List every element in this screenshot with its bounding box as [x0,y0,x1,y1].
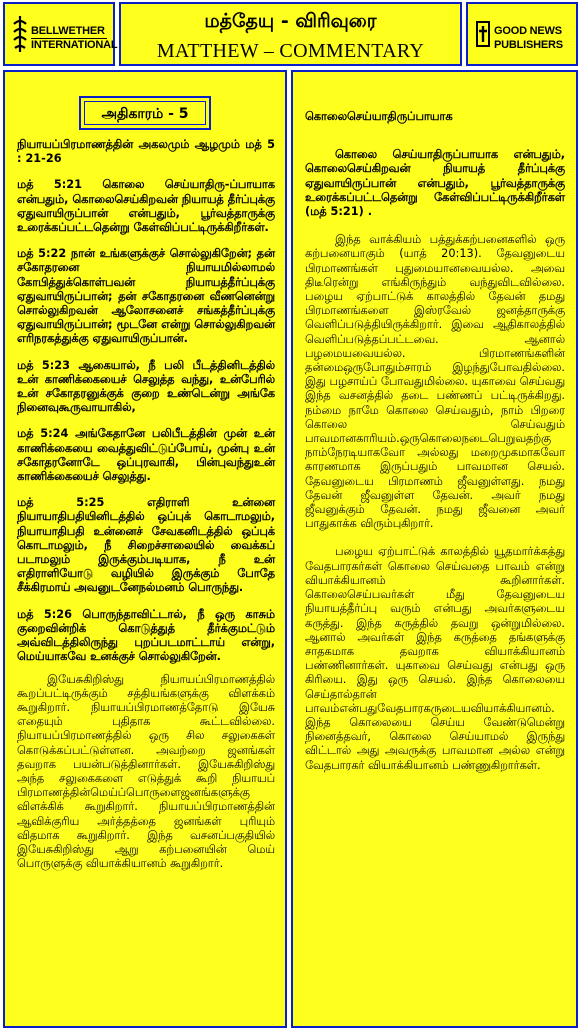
left-logo-line2: INTERNATIONAL [31,39,118,51]
header-right-logo-box [466,2,578,66]
title-english: MATTHEW – COMMENTARY [156,40,425,62]
verse-5-25: மத் 5:25 எதிராளி உன்னை நியாயாதிபதியினிடத்தில் ஒப்புக் கொடாமலும், நியாயாதிபதி உன்னைச் சேவகனிடத்தில் ஒப்புக் கொடாமலும், நீ சிறைச்சாலையில் வைக்கப் படாமலும் இருக்கும்படியாக, நீ உன் எதிராளியோடு வழியில் இருக்கும் போதே சீக்கிரமாய் அவனுடனேநல்மனம் பொருந்து. [17,496,275,595]
good-news-publishers-logo-icon [474,14,492,54]
section-heading: நியாயப்பிரமாணத்தின் அகலமும் ஆழமும் மத் 5 : 21-26 [17,138,275,166]
header-left-logo-box [3,2,118,66]
title-tamil: மத்தேயு - விரிவுரை [204,10,377,32]
body-paragraph-1: இந்த வாக்கியம் பத்துக்கற்பனைகளில் ஒரு கற்பனையாகும் (யாத் 20:13). தேவனுடைய பிரமாணங்கள் புதுமையானவையல்ல. அவை திடீரென்று எங்கிருந்தும் வந்துவிடவில்லை. பழைய ஏற்பாட்டுக் காலத்தில் தேவன் தமது பிரமாணங்களை இஸ்ரவேல் ஜனத்தாருக்கு வெளிப்படுத்தியிருக்கிறார். இவை ஆதிகாலத்தில் வெளிப்படுத்தப்பட்டவை. ஆனால் பழமையவையல்ல. பிரமாணங்களின் தன்மைஒருபோதும்சாரம் இழந்துபோவதில்லை. இது பழசாய்ப் போவதுமில்லை. யுகாவை செய்வது இந்த வசனத்தில் தடை பண்ணப் பட்டிருக்கிறது. நம்மை நாமே கொலை செய்வதும், நாம் பிறரை கொலை செய்வதும் பாவமானகாரியம்.ஒருகொலைநடைபெறுவதற்கு நாம்நேரடியாகவோ அல்லது மறைமுகமாகவோ காரணமாக இருப்பதும் பாவமான செயல். தேவனுடைய பிரமாணம் ஜீவனுள்ளது. நமது தேவன் ஜீவனுள்ள தேவன். அவர் நமது ஜீவனுக்கும் தேவன். நமது ஜீவனை அவர் பாதுகாக்க விரும்புகிறார். [305,233,565,531]
commentary-paragraph: இயேசுகிறிஸ்து நியாயப்பிரமாணத்தில் கூறப்பட்டிருக்கும் சத்தியங்களுக்கு விளக்கம் கூறுகிறார். நியாயப்பிரமாணத்தோடு இயேசு எதையும் புதிதாக கூட்டவில்லை. நியாயப்பிரமாணத்தில் ஒரு சில சலுகைகள் கொடுக்கப்பட்டுள்ளன. அவற்றை ஜனங்கள் தவறாக பயன்படுத்தினார்கள். இயேசுகிறிஸ்து அந்த சலுகைகளை எடுத்துக் கூறி நியாயப் பிரமாணத்தின்மெய்ப்பொருளைஜனங்களுக்கு விளக்கிக் கூறுகிறார். நியாயப்பிரமாணத்தின் ஆவிக்குரிய அர்த்தத்தை ஜனங்கள் புரியும் விதமாக கூறுகிறார். இந்த வசனப்பகுதியில் இயேசுகிறிஸ்து ஆறு கற்பனையின் மெய் பொருளுக்கு வியாக்கியானம் கூறுகிறார். [17,672,275,871]
header-title-box [119,2,462,66]
good-news-logo [474,12,572,58]
verse-5-21: மத் 5:21 கொலை செய்யாதிரு-ப்பாயாக என்பதும், கொலைசெய்கிறவன் நியாயத் தீர்ப்புக்கு ஏதுவாயிருப்பான் என்பதும், பூர்வத்தாருக்கு உரைக்கப்பட்டதென்று கேள்விப்பட்டிருக்கிறீர்கள். [17,178,275,235]
chapter-box [79,96,211,130]
right-heading: கொலைசெய்யாதிருப்பாயாக [305,110,453,123]
verse-5-23: மத் 5:23 ஆகையால், நீ பலி பீடத்தினிடத்தில் உன் காணிக்கையைச் செலுத்த வந்து, உன்பேரில் உன் சகோதரனுக்குக் குறை உண்டென்று அங்கே நினைவுகூருவாயாகில், [17,358,275,415]
left-column [3,70,287,1028]
body-paragraph-2: பழைய ஏற்பாட்டுக் காலத்தில் யூதமார்க்கத்து வேதபாரகர்கள் கொலை செய்வதை பாவம் என்று வியாக்கியானம் கூறினார்கள். கொலைசெய்பவர்கள் மீது தேவனுடைய நியாயத்தீர்ப்பு வரும் என்பது அவர்களுடைய கருத்து. இந்த கருத்தில் தவறு ஒன்றுமில்லை. ஆனால் அவர்கள் இந்த கருத்தை தங்களுக்கு சாதகமாக தவறாக வியாக்கியானம் பண்ணினார்கள். யுகாவை செய்வது என்பது ஒரு கிரியை. இது ஒரு செயல். இந்த கொலையை செய்தால்தான் பாவம்என்பதுவேதபாரகருடையவியாக்கியானம். இந்த கொலையை செய்ய வேண்டுமென்று நினைத்தவர், கொலை செய்யாமல் இருந்து விட்டால் அது அவருக்கு பாவமான அல்ல என்று வேதபாரகர் வியாக்கியானம் பண்ணுகிறார்கள். [305,545,565,772]
right-logo-line1: GOOD NEWS [494,25,562,37]
verse-5-24: மத் 5:24 அங்கேதானே பலிபீடத்தின் முன் உன் காணிக்கையை வைத்துவிட்டுப்போய், முன்பு உன் சகோதரனோடே ஒப்புரவாகி, பின்புவந்துஉன் காணிக்கையைச் செலுத்து. [17,427,275,484]
right-column [291,70,578,1028]
verse-5-22: மத் 5:22 நான் உங்களுக்குச் சொல்லுகிறேன்; தன் சகோதரனை நியாயமில்லாமல் கோபித்துக்கொள்பவன் நியாயத்தீர்ப்புக்கு ஏதுவாயிருப்பான்; தன் சகோதரனை வீணனென்று சொல்லுகிறவன் ஆலோசனைச் சங்கத்தீர்ப்புக்கு ஏதுவாயிருப்பான்; மூடனே என்று சொல்லுகிறவன் எரிநரகத்துக்கு ஏதுவாயிருப்பான். [17,247,275,346]
right-column-text [305,110,565,773]
left-column-text [17,138,275,871]
right-logo-line2: PUBLISHERS [494,39,563,51]
bellwether-logo [11,12,118,58]
chapter-label: அதிகாரம் - 5 [84,101,206,125]
verse-5-26: மத் 5:26 பொருந்தாவிட்டால், நீ ஒரு காசும் குறைவின்றிக் கொடுத்துத் தீர்க்குமட்டும் அவ்விடத்திலிருந்து புறப்படமாட்டாய் என்று, மெய்யாகவே உனக்குச் சொல்லுகிறேன். [17,607,275,664]
quote-paragraph: கொலை செய்யாதிருப்பாயாக என்பதும், கொலைசெய்கிறவன் நியாயத் தீர்ப்புக்கு ஏதுவாயிருப்பான் என்பதும், பூர்வத்தாருக்கு உரைக்கப்பட்டதென்று கேள்விப்பட்டிருக்கிறீர்கள் (மத் 5:21) . [305,148,565,219]
bellwether-logo-icon [11,14,29,54]
left-logo-line1: BELLWETHER [31,25,105,37]
